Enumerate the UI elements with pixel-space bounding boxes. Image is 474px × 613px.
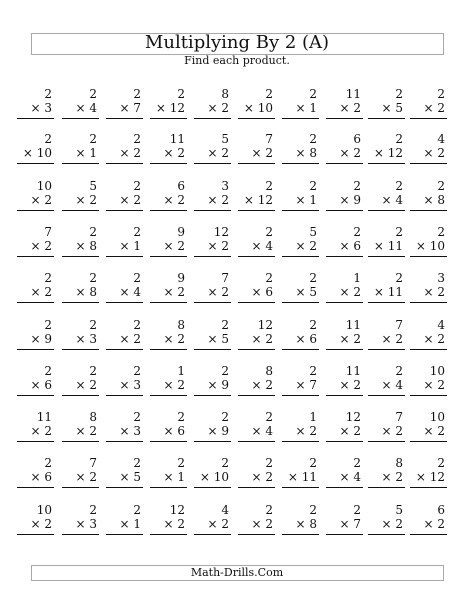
multiplicand: 7 bbox=[395, 318, 403, 332]
multiplicand: 2 bbox=[437, 225, 445, 239]
multiplier: × 4 bbox=[119, 285, 141, 299]
problem-item bbox=[269, 132, 319, 172]
multiplier: × 2 bbox=[207, 239, 229, 253]
multiplier: × 2 bbox=[339, 146, 361, 160]
problem-item bbox=[397, 410, 447, 450]
problem-item bbox=[49, 503, 99, 543]
multiplier: × 7 bbox=[119, 101, 141, 115]
answer-line bbox=[410, 163, 447, 164]
footer-site: Math-Drills.Com bbox=[190, 566, 284, 579]
multiplicand: 2 bbox=[133, 503, 141, 517]
problem-item bbox=[4, 318, 54, 358]
multiplier: × 6 bbox=[163, 424, 185, 438]
multiplier: × 6 bbox=[30, 378, 52, 392]
multiplicand: 2 bbox=[437, 456, 445, 470]
answer-line bbox=[410, 118, 447, 119]
multiplier: × 4 bbox=[75, 101, 97, 115]
multiplier: × 2 bbox=[251, 146, 273, 160]
multiplicand: 6 bbox=[353, 132, 361, 146]
multiplier: × 2 bbox=[423, 424, 445, 438]
multiplier: × 5 bbox=[119, 470, 141, 484]
problem-item bbox=[225, 271, 275, 311]
problem-item bbox=[397, 364, 447, 404]
problem-item bbox=[49, 456, 99, 496]
problem-item bbox=[225, 87, 275, 127]
multiplier: × 6 bbox=[30, 470, 52, 484]
multiplicand: 3 bbox=[437, 271, 445, 285]
multiplicand: 2 bbox=[265, 179, 273, 193]
multiplier: × 1 bbox=[163, 470, 185, 484]
problem-item bbox=[269, 225, 319, 265]
problem-item bbox=[225, 225, 275, 265]
multiplier: × 2 bbox=[339, 424, 361, 438]
multiplier: × 3 bbox=[75, 332, 97, 346]
multiplier: × 2 bbox=[339, 101, 361, 115]
multiplier: × 2 bbox=[381, 332, 403, 346]
multiplicand: 2 bbox=[437, 179, 445, 193]
instructions: Find each product. bbox=[184, 54, 290, 67]
multiplicand: 1 bbox=[177, 364, 185, 378]
multiplicand: 7 bbox=[221, 271, 229, 285]
multiplicand: 2 bbox=[395, 364, 403, 378]
multiplier: × 9 bbox=[207, 424, 229, 438]
multiplier: × 6 bbox=[339, 239, 361, 253]
multiplicand: 2 bbox=[309, 318, 317, 332]
multiplier: × 1 bbox=[295, 101, 317, 115]
multiplier: × 2 bbox=[295, 239, 317, 253]
problem-item bbox=[397, 225, 447, 265]
multiplicand: 4 bbox=[437, 318, 445, 332]
problem-item bbox=[269, 271, 319, 311]
multiplier: × 3 bbox=[30, 101, 52, 115]
problem-item bbox=[93, 456, 143, 496]
multiplier: × 2 bbox=[163, 193, 185, 207]
multiplicand: 2 bbox=[177, 410, 185, 424]
multiplicand: 12 bbox=[213, 225, 229, 239]
multiplicand: 2 bbox=[89, 225, 97, 239]
problem-item bbox=[269, 364, 319, 404]
problem-item bbox=[137, 87, 187, 127]
multiplicand: 2 bbox=[133, 318, 141, 332]
multiplicand: 2 bbox=[309, 132, 317, 146]
multiplier: × 2 bbox=[423, 332, 445, 346]
multiplicand: 10 bbox=[36, 503, 52, 517]
problem-item bbox=[49, 410, 99, 450]
multiplier: × 5 bbox=[207, 332, 229, 346]
problem-item bbox=[137, 132, 187, 172]
problem-item bbox=[93, 410, 143, 450]
multiplier: × 2 bbox=[163, 146, 185, 160]
problem-item bbox=[181, 503, 231, 543]
multiplier: × 2 bbox=[75, 470, 97, 484]
multiplier: × 1 bbox=[119, 239, 141, 253]
multiplier: × 12 bbox=[243, 193, 273, 207]
problem-item bbox=[225, 503, 275, 543]
problem-item bbox=[93, 318, 143, 358]
problem-item bbox=[397, 87, 447, 127]
multiplicand: 11 bbox=[169, 132, 185, 146]
problem-item bbox=[181, 225, 231, 265]
multiplicand: 2 bbox=[177, 87, 185, 101]
multiplier: × 6 bbox=[295, 332, 317, 346]
multiplier: × 2 bbox=[207, 193, 229, 207]
problem-item bbox=[269, 318, 319, 358]
answer-line bbox=[410, 256, 447, 257]
multiplier: × 4 bbox=[381, 378, 403, 392]
multiplicand: 2 bbox=[309, 456, 317, 470]
multiplicand: 2 bbox=[265, 87, 273, 101]
problem-item bbox=[49, 364, 99, 404]
multiplier: × 9 bbox=[339, 193, 361, 207]
multiplier: × 2 bbox=[119, 193, 141, 207]
multiplicand: 2 bbox=[353, 503, 361, 517]
multiplier: × 2 bbox=[251, 332, 273, 346]
multiplier: × 8 bbox=[75, 285, 97, 299]
multiplier: × 2 bbox=[30, 193, 52, 207]
multiplicand: 4 bbox=[221, 503, 229, 517]
problem-item bbox=[4, 225, 54, 265]
multiplicand: 5 bbox=[309, 225, 317, 239]
multiplier: × 2 bbox=[381, 470, 403, 484]
problem-item bbox=[49, 318, 99, 358]
multiplier: × 2 bbox=[251, 470, 273, 484]
multiplicand: 2 bbox=[44, 132, 52, 146]
multiplier: × 8 bbox=[295, 146, 317, 160]
multiplicand: 2 bbox=[265, 503, 273, 517]
problem-item bbox=[49, 225, 99, 265]
problem-item bbox=[137, 503, 187, 543]
answer-line bbox=[410, 534, 447, 535]
multiplier: × 2 bbox=[423, 517, 445, 531]
multiplicand: 2 bbox=[89, 364, 97, 378]
multiplier: × 12 bbox=[415, 470, 445, 484]
multiplier: × 10 bbox=[22, 146, 52, 160]
problem-item bbox=[49, 271, 99, 311]
multiplicand: 2 bbox=[309, 271, 317, 285]
multiplier: × 1 bbox=[295, 193, 317, 207]
problem-item bbox=[397, 179, 447, 219]
multiplier: × 2 bbox=[423, 146, 445, 160]
multiplier: × 9 bbox=[30, 332, 52, 346]
problem-item bbox=[397, 318, 447, 358]
multiplier: × 2 bbox=[381, 517, 403, 531]
multiplicand: 2 bbox=[265, 225, 273, 239]
answer-line bbox=[410, 349, 447, 350]
problem-item bbox=[225, 364, 275, 404]
multiplier: × 10 bbox=[243, 101, 273, 115]
multiplicand: 2 bbox=[309, 87, 317, 101]
multiplier: × 5 bbox=[381, 101, 403, 115]
problem-item bbox=[4, 132, 54, 172]
multiplier: × 2 bbox=[163, 239, 185, 253]
multiplier: × 2 bbox=[207, 285, 229, 299]
multiplicand: 5 bbox=[89, 179, 97, 193]
problem-item bbox=[181, 271, 231, 311]
multiplier: × 2 bbox=[75, 193, 97, 207]
multiplier: × 7 bbox=[339, 517, 361, 531]
problem-item bbox=[181, 410, 231, 450]
problem-item bbox=[181, 456, 231, 496]
problem-item bbox=[225, 132, 275, 172]
multiplicand: 2 bbox=[437, 87, 445, 101]
problem-item bbox=[137, 225, 187, 265]
multiplicand: 4 bbox=[437, 132, 445, 146]
multiplicand: 2 bbox=[221, 364, 229, 378]
multiplier: × 2 bbox=[295, 424, 317, 438]
multiplier: × 2 bbox=[163, 378, 185, 392]
multiplicand: 2 bbox=[133, 271, 141, 285]
problem-item bbox=[225, 456, 275, 496]
multiplier: × 2 bbox=[75, 378, 97, 392]
multiplier: × 1 bbox=[119, 517, 141, 531]
multiplicand: 11 bbox=[345, 364, 361, 378]
multiplicand: 2 bbox=[309, 364, 317, 378]
problem-item bbox=[93, 364, 143, 404]
multiplier: × 10 bbox=[199, 470, 229, 484]
multiplier: × 11 bbox=[373, 239, 403, 253]
multiplier: × 8 bbox=[75, 239, 97, 253]
multiplier: × 3 bbox=[75, 517, 97, 531]
problem-item bbox=[181, 132, 231, 172]
multiplier: × 2 bbox=[381, 424, 403, 438]
multiplicand: 2 bbox=[221, 318, 229, 332]
multiplier: × 1 bbox=[75, 146, 97, 160]
multiplicand: 8 bbox=[177, 318, 185, 332]
multiplicand: 3 bbox=[221, 179, 229, 193]
multiplicand: 12 bbox=[257, 318, 273, 332]
problem-item bbox=[397, 503, 447, 543]
problem-item bbox=[397, 132, 447, 172]
multiplier: × 2 bbox=[30, 285, 52, 299]
multiplier: × 2 bbox=[339, 285, 361, 299]
problem-item bbox=[137, 456, 187, 496]
multiplicand: 9 bbox=[177, 271, 185, 285]
problem-item bbox=[4, 503, 54, 543]
multiplicand: 2 bbox=[395, 225, 403, 239]
problem-item bbox=[269, 410, 319, 450]
multiplier: × 7 bbox=[295, 378, 317, 392]
multiplicand: 2 bbox=[309, 503, 317, 517]
problem-item bbox=[93, 87, 143, 127]
problem-item bbox=[137, 271, 187, 311]
problem-item bbox=[397, 271, 447, 311]
multiplicand: 2 bbox=[89, 503, 97, 517]
problem-item bbox=[4, 271, 54, 311]
multiplier: × 2 bbox=[423, 285, 445, 299]
multiplicand: 2 bbox=[353, 179, 361, 193]
multiplicand: 10 bbox=[36, 179, 52, 193]
multiplicand: 2 bbox=[395, 132, 403, 146]
multiplicand: 7 bbox=[44, 225, 52, 239]
multiplicand: 8 bbox=[89, 410, 97, 424]
multiplier: × 2 bbox=[163, 285, 185, 299]
multiplier: × 2 bbox=[119, 146, 141, 160]
answer-line bbox=[410, 441, 447, 442]
problem-item bbox=[181, 318, 231, 358]
multiplicand: 2 bbox=[44, 87, 52, 101]
multiplicand: 2 bbox=[133, 364, 141, 378]
multiplicand: 1 bbox=[309, 410, 317, 424]
multiplier: × 2 bbox=[163, 517, 185, 531]
multiplicand: 2 bbox=[44, 318, 52, 332]
multiplicand: 2 bbox=[395, 179, 403, 193]
multiplier: × 2 bbox=[339, 378, 361, 392]
multiplicand: 2 bbox=[353, 456, 361, 470]
multiplicand: 11 bbox=[36, 410, 52, 424]
problem-item bbox=[181, 87, 231, 127]
multiplicand: 11 bbox=[345, 318, 361, 332]
multiplicand: 12 bbox=[345, 410, 361, 424]
problem-item bbox=[93, 132, 143, 172]
multiplier: × 3 bbox=[119, 424, 141, 438]
problem-item bbox=[137, 364, 187, 404]
multiplicand: 2 bbox=[309, 179, 317, 193]
answer-line bbox=[410, 210, 447, 211]
multiplicand: 2 bbox=[265, 456, 273, 470]
multiplier: × 6 bbox=[251, 285, 273, 299]
problem-item bbox=[49, 132, 99, 172]
problem-item bbox=[4, 364, 54, 404]
multiplier: × 11 bbox=[287, 470, 317, 484]
multiplicand: 2 bbox=[44, 456, 52, 470]
multiplier: × 9 bbox=[207, 378, 229, 392]
multiplicand: 2 bbox=[44, 271, 52, 285]
multiplicand: 8 bbox=[395, 456, 403, 470]
multiplier: × 2 bbox=[207, 146, 229, 160]
problem-item bbox=[93, 503, 143, 543]
multiplier: × 2 bbox=[251, 517, 273, 531]
multiplier: × 2 bbox=[163, 332, 185, 346]
multiplicand: 2 bbox=[133, 456, 141, 470]
multiplier: × 2 bbox=[75, 424, 97, 438]
multiplicand: 2 bbox=[133, 179, 141, 193]
multiplicand: 2 bbox=[133, 132, 141, 146]
multiplicand: 2 bbox=[221, 410, 229, 424]
multiplicand: 2 bbox=[89, 271, 97, 285]
multiplicand: 2 bbox=[133, 87, 141, 101]
multiplier: × 2 bbox=[30, 239, 52, 253]
multiplier: × 10 bbox=[415, 239, 445, 253]
multiplicand: 2 bbox=[89, 132, 97, 146]
multiplicand: 2 bbox=[177, 456, 185, 470]
multiplicand: 6 bbox=[437, 503, 445, 517]
multiplier: × 5 bbox=[295, 285, 317, 299]
multiplier: × 2 bbox=[30, 517, 52, 531]
multiplicand: 6 bbox=[177, 179, 185, 193]
multiplier: × 2 bbox=[339, 332, 361, 346]
multiplicand: 2 bbox=[265, 271, 273, 285]
problem-item bbox=[397, 456, 447, 496]
problem-item bbox=[4, 456, 54, 496]
multiplicand: 2 bbox=[44, 364, 52, 378]
multiplier: × 4 bbox=[251, 424, 273, 438]
multiplier: × 12 bbox=[155, 101, 185, 115]
problem-item bbox=[4, 87, 54, 127]
problem-item bbox=[137, 318, 187, 358]
problem-item bbox=[225, 410, 275, 450]
multiplier: × 4 bbox=[381, 193, 403, 207]
multiplier: × 2 bbox=[251, 378, 273, 392]
multiplier: × 4 bbox=[339, 470, 361, 484]
problem-item bbox=[181, 364, 231, 404]
problem-item bbox=[181, 179, 231, 219]
multiplicand: 2 bbox=[353, 225, 361, 239]
multiplicand: 7 bbox=[265, 132, 273, 146]
multiplier: × 2 bbox=[423, 101, 445, 115]
multiplier: × 2 bbox=[119, 332, 141, 346]
problem-item bbox=[137, 179, 187, 219]
problem-item bbox=[93, 179, 143, 219]
multiplicand: 9 bbox=[177, 225, 185, 239]
multiplicand: 11 bbox=[345, 87, 361, 101]
multiplier: × 8 bbox=[423, 193, 445, 207]
multiplier: × 4 bbox=[251, 239, 273, 253]
problem-item bbox=[269, 179, 319, 219]
problem-item bbox=[4, 410, 54, 450]
multiplicand: 10 bbox=[429, 410, 445, 424]
multiplicand: 2 bbox=[133, 225, 141, 239]
multiplicand: 7 bbox=[89, 456, 97, 470]
multiplicand: 8 bbox=[221, 87, 229, 101]
problem-item bbox=[225, 179, 275, 219]
multiplicand: 10 bbox=[429, 364, 445, 378]
multiplier: × 8 bbox=[295, 517, 317, 531]
problem-item bbox=[49, 87, 99, 127]
answer-line bbox=[410, 487, 447, 488]
multiplier: × 12 bbox=[373, 146, 403, 160]
multiplier: × 2 bbox=[423, 378, 445, 392]
worksheet-title: Multiplying By 2 (A) bbox=[144, 32, 330, 53]
multiplicand: 7 bbox=[395, 410, 403, 424]
answer-line bbox=[410, 302, 447, 303]
multiplicand: 2 bbox=[89, 318, 97, 332]
problem-item bbox=[269, 456, 319, 496]
multiplier: × 11 bbox=[373, 285, 403, 299]
multiplier: × 2 bbox=[207, 101, 229, 115]
answer-line bbox=[410, 395, 447, 396]
multiplicand: 2 bbox=[395, 87, 403, 101]
problem-item bbox=[137, 410, 187, 450]
multiplicand: 2 bbox=[221, 456, 229, 470]
multiplier: × 2 bbox=[30, 424, 52, 438]
problem-item bbox=[269, 503, 319, 543]
multiplicand: 5 bbox=[221, 132, 229, 146]
multiplicand: 2 bbox=[265, 410, 273, 424]
multiplicand: 12 bbox=[169, 503, 185, 517]
multiplicand: 8 bbox=[265, 364, 273, 378]
multiplicand: 5 bbox=[395, 503, 403, 517]
problem-item bbox=[4, 179, 54, 219]
multiplier: × 3 bbox=[119, 378, 141, 392]
multiplicand: 2 bbox=[395, 271, 403, 285]
multiplicand: 2 bbox=[133, 410, 141, 424]
problem-item bbox=[93, 271, 143, 311]
multiplicand: 2 bbox=[89, 87, 97, 101]
problem-item bbox=[269, 87, 319, 127]
multiplier: × 2 bbox=[207, 517, 229, 531]
problem-item bbox=[49, 179, 99, 219]
problem-item bbox=[225, 318, 275, 358]
multiplicand: 1 bbox=[353, 271, 361, 285]
problem-item bbox=[93, 225, 143, 265]
